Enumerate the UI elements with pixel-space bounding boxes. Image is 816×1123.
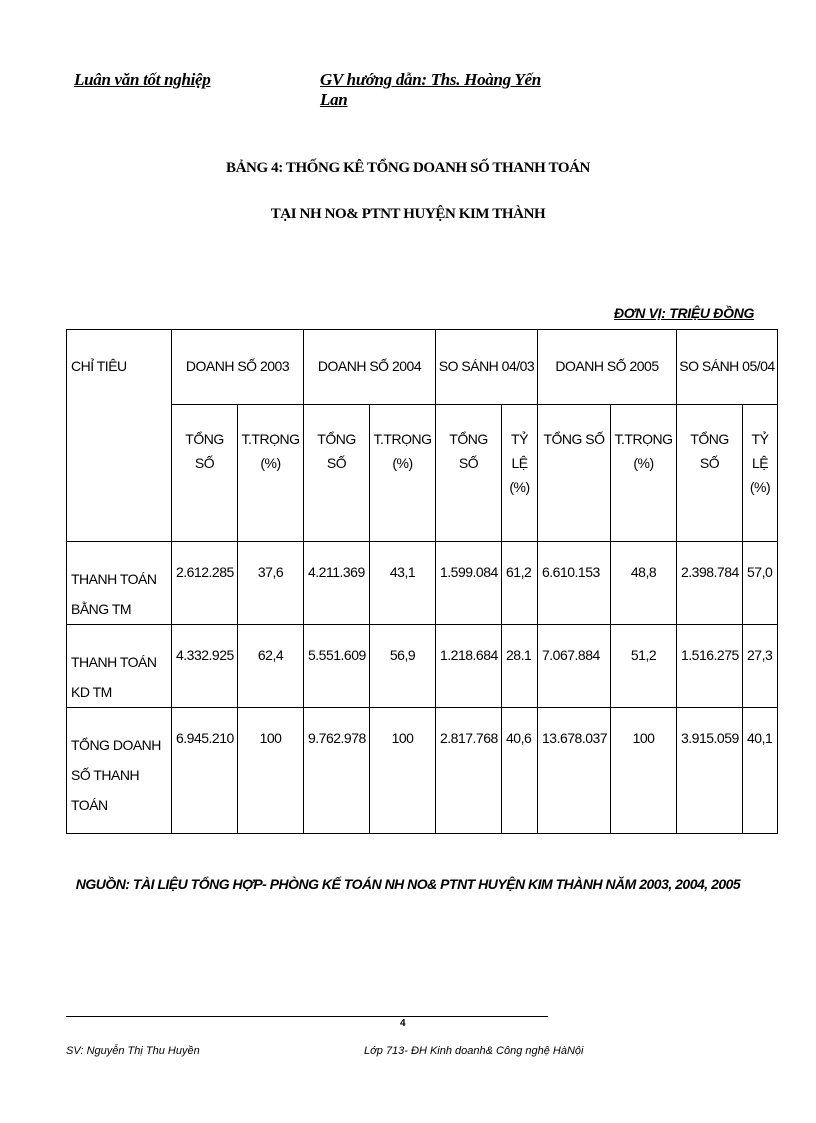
page-header	[74, 70, 554, 109]
sub-header-tong-so: TỔNG SỐ	[677, 405, 743, 542]
table-cell: 6.945.210	[172, 708, 238, 834]
table-cell: 57,0	[743, 542, 778, 625]
header-group-2005: DOANH SỐ 2005	[538, 330, 677, 405]
sub-header-ty-trong: T.TRỌNG (%)	[238, 405, 304, 542]
sub-header-tong-so: TỔNG SỐ	[436, 405, 502, 542]
table-cell: 62,4	[238, 625, 304, 708]
table-cell: 37,6	[238, 542, 304, 625]
thesis-label: Luân văn tốt nghiệp	[74, 70, 211, 89]
table-group-header-row	[67, 330, 778, 405]
unit-label: ĐƠN VỊ: TRIỆU ĐỒNG	[614, 305, 755, 321]
table-cell: 5.551.609	[304, 625, 370, 708]
sub-header-ty-le: TỶ LỆ (%)	[743, 405, 778, 542]
table-cell: 2.398.784	[677, 542, 743, 625]
student-name: SV: Nguyễn Thị Thu Huyền	[66, 1045, 200, 1057]
table-cell: 100	[611, 708, 677, 834]
table-cell: 4.211.369	[304, 542, 370, 625]
table-row-total	[67, 708, 778, 834]
table-cell: 7.067.884	[538, 625, 611, 708]
page-number: 4	[400, 1018, 406, 1029]
footer-divider	[66, 1016, 548, 1017]
table-cell: 2.817.768	[436, 708, 502, 834]
table-cell: 1.218.684	[436, 625, 502, 708]
table-cell: 61,2	[502, 542, 538, 625]
table-cell: 56,9	[370, 625, 436, 708]
table-cell: 9.762.978	[304, 708, 370, 834]
table-cell: 3.915.059	[677, 708, 743, 834]
table-cell: 40,1	[743, 708, 778, 834]
table-cell: 6.610.153	[538, 542, 611, 625]
sub-header-ty-trong: T.TRỌNG (%)	[370, 405, 436, 542]
table-cell: 1.516.275	[677, 625, 743, 708]
header-group-compare-04-03: SO SÁNH 04/03	[436, 330, 538, 405]
row-label: TỔNG DOANH SỐ THANH TOÁN	[67, 708, 172, 834]
table-cell: 4.332.925	[172, 625, 238, 708]
header-group-2003: DOANH SỐ 2003	[172, 330, 304, 405]
table-cell: 48,8	[611, 542, 677, 625]
header-group-compare-05-04: SO SÁNH 05/04	[677, 330, 778, 405]
sub-header-tong-so: TỔNG SỐ	[172, 405, 238, 542]
table-row	[67, 625, 778, 708]
row-label: THANH TOÁN BẰNG TM	[67, 542, 172, 625]
source-note: NGUỒN: TÀI LIỆU TỔNG HỢP- PHÒNG KẾ TOÁN NH NO& PTNT HUYỆN KIM THÀNH NĂM 2003, 2004, 2005	[75, 876, 741, 892]
sub-header-tong-so: TỔNG SỐ	[538, 405, 611, 542]
table-cell: 100	[238, 708, 304, 834]
table-title-line-2: TẠI NH NO& PTNT HUYỆN KIM THÀNH	[270, 206, 546, 222]
payment-statistics-table	[66, 329, 778, 834]
table-cell: 28.1	[502, 625, 538, 708]
table-cell: 40,6	[502, 708, 538, 834]
class-info: Lớp 713- ĐH Kinh doanh& Công nghệ HàNội	[364, 1045, 584, 1057]
row-label: THANH TOÁN KD TM	[67, 625, 172, 708]
sub-header-ty-trong: T.TRỌNG (%)	[611, 405, 677, 542]
header-group-2004: DOANH SỐ 2004	[304, 330, 436, 405]
sub-header-ty-le: TỶ LỆ (%)	[502, 405, 538, 542]
advisor-label: GV hướng dẫn: Ths. Hoàng Yến Lan	[320, 70, 541, 109]
table-cell: 100	[370, 708, 436, 834]
table-cell: 27,3	[743, 625, 778, 708]
header-chi-tieu: CHỈ TIÊU	[67, 330, 172, 542]
table-row	[67, 542, 778, 625]
table-cell: 13.678.037	[538, 708, 611, 834]
table-cell: 51,2	[611, 625, 677, 708]
table-title-line-1: BẢNG 4: THỐNG KÊ TỔNG DOANH SỐ THANH TOÁN	[226, 160, 590, 176]
table-cell: 2.612.285	[172, 542, 238, 625]
table-cell: 1.599.084	[436, 542, 502, 625]
table-sub-header-row	[67, 405, 778, 542]
table-cell: 43,1	[370, 542, 436, 625]
sub-header-tong-so: TỔNG SỐ	[304, 405, 370, 542]
